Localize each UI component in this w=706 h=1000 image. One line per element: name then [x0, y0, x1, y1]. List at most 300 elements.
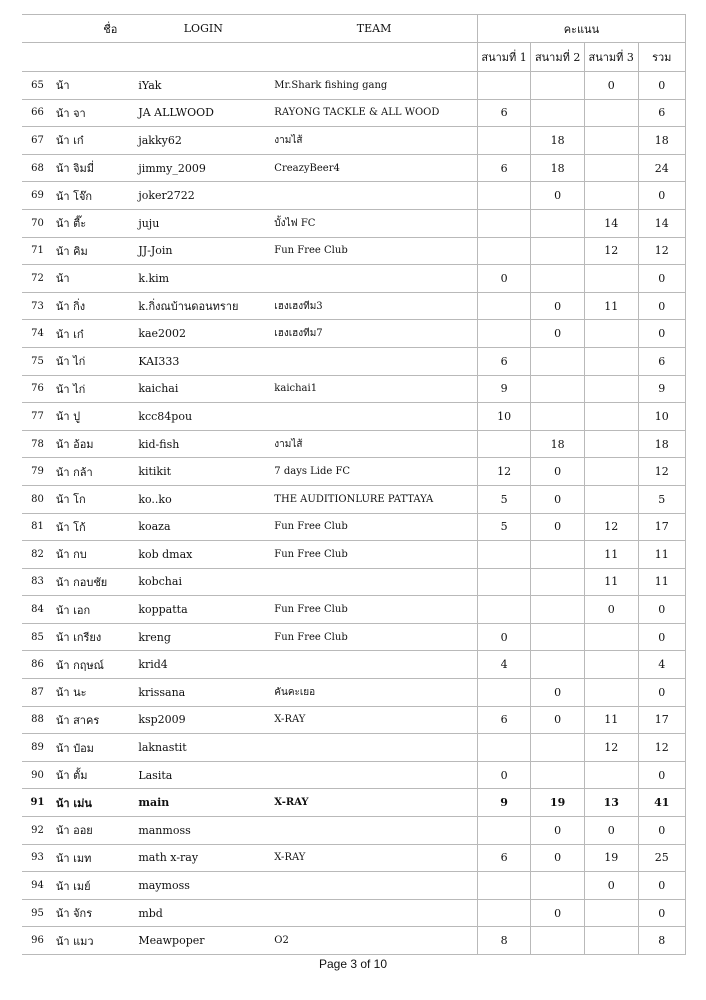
participant-name: น้า โก้ [53, 513, 135, 541]
score-field-3: 12 [584, 237, 638, 265]
score-total: 10 [638, 403, 685, 431]
row-number: 65 [22, 72, 53, 100]
header-field-1: สนามที่ 1 [477, 43, 531, 72]
score-table [22, 14, 686, 955]
score-total: 12 [638, 458, 685, 486]
subheader-row [22, 43, 686, 72]
score-field-1: 9 [477, 375, 531, 403]
score-field-2: 19 [531, 789, 585, 817]
score-field-1: 0 [477, 623, 531, 651]
participant-name: น้า ป๋อม [53, 734, 135, 762]
table-row [22, 154, 686, 182]
table-row [22, 513, 686, 541]
score-field-2 [531, 541, 585, 569]
participant-name: น้า ปู [53, 403, 135, 431]
participant-name: น้า เก๋ [53, 127, 135, 155]
participant-name: น้า [53, 265, 135, 293]
subheader-spacer [22, 43, 477, 72]
score-field-3 [584, 265, 638, 293]
login-name: k.กิ่งณบ้านดอนทราย [135, 292, 271, 320]
row-number: 69 [22, 182, 53, 210]
login-name: kid-fish [135, 430, 271, 458]
participant-name: น้า เอก [53, 596, 135, 624]
score-total: 11 [638, 541, 685, 569]
table-row [22, 568, 686, 596]
score-field-1: 6 [477, 844, 531, 872]
score-field-2: 0 [531, 899, 585, 927]
score-total: 14 [638, 209, 685, 237]
login-name: kitikit [135, 458, 271, 486]
row-number: 91 [22, 789, 53, 817]
score-field-3: 0 [584, 817, 638, 845]
team-name: Fun Free Club [271, 541, 477, 569]
score-field-2 [531, 99, 585, 127]
score-field-3: 14 [584, 209, 638, 237]
score-field-3: 0 [584, 872, 638, 900]
score-field-1 [477, 817, 531, 845]
team-name: Fun Free Club [271, 623, 477, 651]
score-total: 6 [638, 99, 685, 127]
table-row [22, 706, 686, 734]
score-field-2: 0 [531, 320, 585, 348]
team-name: 7 days Lide FC [271, 458, 477, 486]
table-row [22, 734, 686, 762]
row-number: 90 [22, 761, 53, 789]
login-name: kaichai [135, 375, 271, 403]
team-name: คันคะเยอ [271, 679, 477, 707]
score-field-1: 4 [477, 651, 531, 679]
team-name: Fun Free Club [271, 237, 477, 265]
score-field-3 [584, 623, 638, 651]
score-total: 17 [638, 706, 685, 734]
score-total: 41 [638, 789, 685, 817]
team-name [271, 403, 477, 431]
score-field-2: 0 [531, 485, 585, 513]
table-row [22, 596, 686, 624]
score-total: 12 [638, 237, 685, 265]
score-field-3: 0 [584, 72, 638, 100]
login-name: iYak [135, 72, 271, 100]
participant-name: น้า แมว [53, 927, 135, 955]
login-name: kobchai [135, 568, 271, 596]
score-field-2 [531, 265, 585, 293]
row-number: 71 [22, 237, 53, 265]
row-number: 80 [22, 485, 53, 513]
score-field-1: 0 [477, 265, 531, 293]
score-field-1 [477, 734, 531, 762]
score-field-3 [584, 154, 638, 182]
score-field-2: 0 [531, 182, 585, 210]
participant-name: น้า [53, 72, 135, 100]
score-field-3 [584, 320, 638, 348]
table-row [22, 927, 686, 955]
row-number: 88 [22, 706, 53, 734]
table-row [22, 320, 686, 348]
score-field-2: 0 [531, 844, 585, 872]
score-field-1: 10 [477, 403, 531, 431]
score-total: 0 [638, 899, 685, 927]
score-field-3 [584, 458, 638, 486]
score-field-3 [584, 927, 638, 955]
team-name: เฮงเฮงทีม7 [271, 320, 477, 348]
score-field-1: 6 [477, 347, 531, 375]
participant-name: น้า ไก่ [53, 375, 135, 403]
score-field-1: 6 [477, 706, 531, 734]
table-row [22, 789, 686, 817]
score-field-1 [477, 292, 531, 320]
score-total: 24 [638, 154, 685, 182]
login-name: laknastit [135, 734, 271, 762]
team-name: Fun Free Club [271, 513, 477, 541]
team-name [271, 651, 477, 679]
row-number: 85 [22, 623, 53, 651]
score-total: 17 [638, 513, 685, 541]
login-name: jimmy_2009 [135, 154, 271, 182]
team-name: Fun Free Club [271, 596, 477, 624]
team-name [271, 734, 477, 762]
participant-name: น้า เมย์ [53, 872, 135, 900]
team-name: บั้งไฟ FC [271, 209, 477, 237]
table-row [22, 817, 686, 845]
row-number: 92 [22, 817, 53, 845]
row-number: 66 [22, 99, 53, 127]
table-row [22, 72, 686, 100]
score-field-2: 0 [531, 817, 585, 845]
score-field-1 [477, 209, 531, 237]
header-name: ชื่อ [22, 15, 135, 43]
team-name [271, 899, 477, 927]
score-field-1 [477, 72, 531, 100]
login-name: juju [135, 209, 271, 237]
row-number: 72 [22, 265, 53, 293]
score-field-2 [531, 761, 585, 789]
row-number: 73 [22, 292, 53, 320]
table-row [22, 458, 686, 486]
row-number: 79 [22, 458, 53, 486]
score-total: 18 [638, 430, 685, 458]
score-total: 0 [638, 265, 685, 293]
row-number: 89 [22, 734, 53, 762]
score-field-3 [584, 347, 638, 375]
score-total: 0 [638, 292, 685, 320]
score-field-3 [584, 127, 638, 155]
header-login: LOGIN [135, 15, 271, 43]
score-field-2: 0 [531, 513, 585, 541]
login-name: joker2722 [135, 182, 271, 210]
header-field-2: สนามที่ 2 [531, 43, 585, 72]
score-field-3: 12 [584, 513, 638, 541]
score-field-3 [584, 430, 638, 458]
row-number: 84 [22, 596, 53, 624]
participant-name: น้า กฤษณ์ [53, 651, 135, 679]
row-number: 82 [22, 541, 53, 569]
table-row [22, 651, 686, 679]
header-score: คะแนน [477, 15, 685, 43]
score-field-2: 0 [531, 458, 585, 486]
score-field-1 [477, 430, 531, 458]
score-field-1: 5 [477, 485, 531, 513]
table-row [22, 237, 686, 265]
login-name: koaza [135, 513, 271, 541]
header-row [22, 15, 686, 43]
team-name: X-RAY [271, 789, 477, 817]
score-field-3: 19 [584, 844, 638, 872]
row-number: 83 [22, 568, 53, 596]
score-field-2 [531, 734, 585, 762]
score-field-2 [531, 651, 585, 679]
participant-name: น้า จิมมี่ [53, 154, 135, 182]
table-row [22, 872, 686, 900]
participant-name: น้า ไก่ [53, 347, 135, 375]
row-number: 67 [22, 127, 53, 155]
team-name: CreazyBeer4 [271, 154, 477, 182]
login-name: mbd [135, 899, 271, 927]
row-number: 76 [22, 375, 53, 403]
score-field-2 [531, 237, 585, 265]
team-name: งามไส้ [271, 430, 477, 458]
score-field-1 [477, 568, 531, 596]
team-name: เฮงเฮงทีม3 [271, 292, 477, 320]
row-number: 68 [22, 154, 53, 182]
team-name [271, 761, 477, 789]
score-total: 11 [638, 568, 685, 596]
score-total: 4 [638, 651, 685, 679]
score-total: 0 [638, 623, 685, 651]
score-field-2: 0 [531, 679, 585, 707]
table-row [22, 679, 686, 707]
score-field-2 [531, 403, 585, 431]
score-total: 0 [638, 817, 685, 845]
score-field-3 [584, 651, 638, 679]
score-field-2: 0 [531, 292, 585, 320]
participant-name: น้า นะ [53, 679, 135, 707]
participant-name: น้า ตั้ม [53, 761, 135, 789]
score-field-1: 9 [477, 789, 531, 817]
score-field-3: 11 [584, 706, 638, 734]
score-total: 12 [638, 734, 685, 762]
score-field-1 [477, 182, 531, 210]
score-field-1: 6 [477, 99, 531, 127]
participant-name: น้า เม่น [53, 789, 135, 817]
score-total: 5 [638, 485, 685, 513]
score-field-2 [531, 596, 585, 624]
score-field-3: 11 [584, 541, 638, 569]
login-name: KAI333 [135, 347, 271, 375]
login-name: Lasita [135, 761, 271, 789]
score-field-3 [584, 182, 638, 210]
participant-name: น้า สาคร [53, 706, 135, 734]
score-field-1 [477, 596, 531, 624]
score-total: 0 [638, 872, 685, 900]
login-name: kae2002 [135, 320, 271, 348]
participant-name: น้า โจ๊ก [53, 182, 135, 210]
score-field-2 [531, 927, 585, 955]
team-name [271, 347, 477, 375]
participant-name: น้า กิ่ง [53, 292, 135, 320]
table-row [22, 375, 686, 403]
login-name: main [135, 789, 271, 817]
login-name: krissana [135, 679, 271, 707]
team-name: X-RAY [271, 706, 477, 734]
login-name: math x-ray [135, 844, 271, 872]
score-field-2 [531, 347, 585, 375]
team-name [271, 872, 477, 900]
login-name: maymoss [135, 872, 271, 900]
score-field-1 [477, 541, 531, 569]
score-field-2 [531, 872, 585, 900]
table-row [22, 182, 686, 210]
score-total: 0 [638, 182, 685, 210]
login-name: JA ALLWOOD [135, 99, 271, 127]
table-row [22, 623, 686, 651]
participant-name: น้า ออย [53, 817, 135, 845]
login-name: ko..ko [135, 485, 271, 513]
table-row [22, 347, 686, 375]
score-field-3 [584, 403, 638, 431]
table-row [22, 430, 686, 458]
team-name [271, 182, 477, 210]
table-row [22, 485, 686, 513]
table-row [22, 292, 686, 320]
score-field-3 [584, 485, 638, 513]
score-total: 25 [638, 844, 685, 872]
participant-name: น้า คิม [53, 237, 135, 265]
login-name: koppatta [135, 596, 271, 624]
row-number: 94 [22, 872, 53, 900]
team-name: RAYONG TACKLE & ALL WOOD [271, 99, 477, 127]
score-total: 18 [638, 127, 685, 155]
score-field-2: 18 [531, 430, 585, 458]
score-field-2 [531, 209, 585, 237]
score-field-3 [584, 375, 638, 403]
participant-name: น้า จักร [53, 899, 135, 927]
score-total: 0 [638, 679, 685, 707]
team-name: งามไส้ [271, 127, 477, 155]
score-field-3: 11 [584, 292, 638, 320]
participant-name: น้า เมท [53, 844, 135, 872]
login-name: Meawpoper [135, 927, 271, 955]
score-field-3: 0 [584, 596, 638, 624]
team-name [271, 568, 477, 596]
score-total: 0 [638, 320, 685, 348]
table-row [22, 265, 686, 293]
row-number: 93 [22, 844, 53, 872]
participant-name: น้า โก [53, 485, 135, 513]
team-name [271, 817, 477, 845]
row-number: 75 [22, 347, 53, 375]
header-team: TEAM [271, 15, 477, 43]
table-row [22, 899, 686, 927]
login-name: jakky62 [135, 127, 271, 155]
score-field-3 [584, 761, 638, 789]
participant-name: น้า อ้อม [53, 430, 135, 458]
score-field-1: 12 [477, 458, 531, 486]
row-number: 70 [22, 209, 53, 237]
participant-name: น้า กอบชัย [53, 568, 135, 596]
row-number: 87 [22, 679, 53, 707]
row-number: 96 [22, 927, 53, 955]
score-field-2 [531, 568, 585, 596]
login-name: manmoss [135, 817, 271, 845]
score-field-1 [477, 237, 531, 265]
score-field-2: 0 [531, 706, 585, 734]
team-name: Mr.Shark fishing gang [271, 72, 477, 100]
table-body [22, 72, 686, 955]
table-row [22, 844, 686, 872]
score-field-1 [477, 679, 531, 707]
participant-name: น้า จา [53, 99, 135, 127]
team-name: X-RAY [271, 844, 477, 872]
row-number: 77 [22, 403, 53, 431]
table-row [22, 761, 686, 789]
score-total: 6 [638, 347, 685, 375]
team-name [271, 265, 477, 293]
score-field-1 [477, 899, 531, 927]
login-name: ksp2009 [135, 706, 271, 734]
score-total: 0 [638, 596, 685, 624]
row-number: 74 [22, 320, 53, 348]
participant-name: น้า เก๋ [53, 320, 135, 348]
score-field-3 [584, 899, 638, 927]
header-field-3: สนามที่ 3 [584, 43, 638, 72]
score-total: 8 [638, 927, 685, 955]
participant-name: น้า กบ [53, 541, 135, 569]
table-row [22, 403, 686, 431]
score-field-1: 8 [477, 927, 531, 955]
page-number: Page 3 of 10 [318, 957, 388, 971]
score-field-3: 13 [584, 789, 638, 817]
login-name: kreng [135, 623, 271, 651]
score-field-2 [531, 375, 585, 403]
score-field-3 [584, 679, 638, 707]
score-field-1 [477, 872, 531, 900]
participant-name: น้า กล้า [53, 458, 135, 486]
login-name: kob dmax [135, 541, 271, 569]
score-field-2 [531, 72, 585, 100]
login-name: k.kim [135, 265, 271, 293]
score-field-3 [584, 99, 638, 127]
table-row [22, 209, 686, 237]
score-field-1: 0 [477, 761, 531, 789]
table-row [22, 127, 686, 155]
team-name: O2 [271, 927, 477, 955]
score-field-3: 11 [584, 568, 638, 596]
row-number: 86 [22, 651, 53, 679]
score-field-1 [477, 127, 531, 155]
score-field-1: 6 [477, 154, 531, 182]
team-name: THE AUDITIONLURE PATTAYA [271, 485, 477, 513]
row-number: 95 [22, 899, 53, 927]
row-number: 78 [22, 430, 53, 458]
row-number: 81 [22, 513, 53, 541]
score-total: 9 [638, 375, 685, 403]
participant-name: น้า ตี๊ะ [53, 209, 135, 237]
login-name: kcc84pou [135, 403, 271, 431]
score-field-2: 18 [531, 127, 585, 155]
score-total: 0 [638, 761, 685, 789]
table-row [22, 541, 686, 569]
login-name: JJ-Join [135, 237, 271, 265]
table-row [22, 99, 686, 127]
login-name: krid4 [135, 651, 271, 679]
team-name: kaichai1 [271, 375, 477, 403]
score-field-1 [477, 320, 531, 348]
score-field-1: 5 [477, 513, 531, 541]
score-field-3: 12 [584, 734, 638, 762]
score-field-2 [531, 623, 585, 651]
participant-name: น้า เกรียง [53, 623, 135, 651]
score-field-2: 18 [531, 154, 585, 182]
